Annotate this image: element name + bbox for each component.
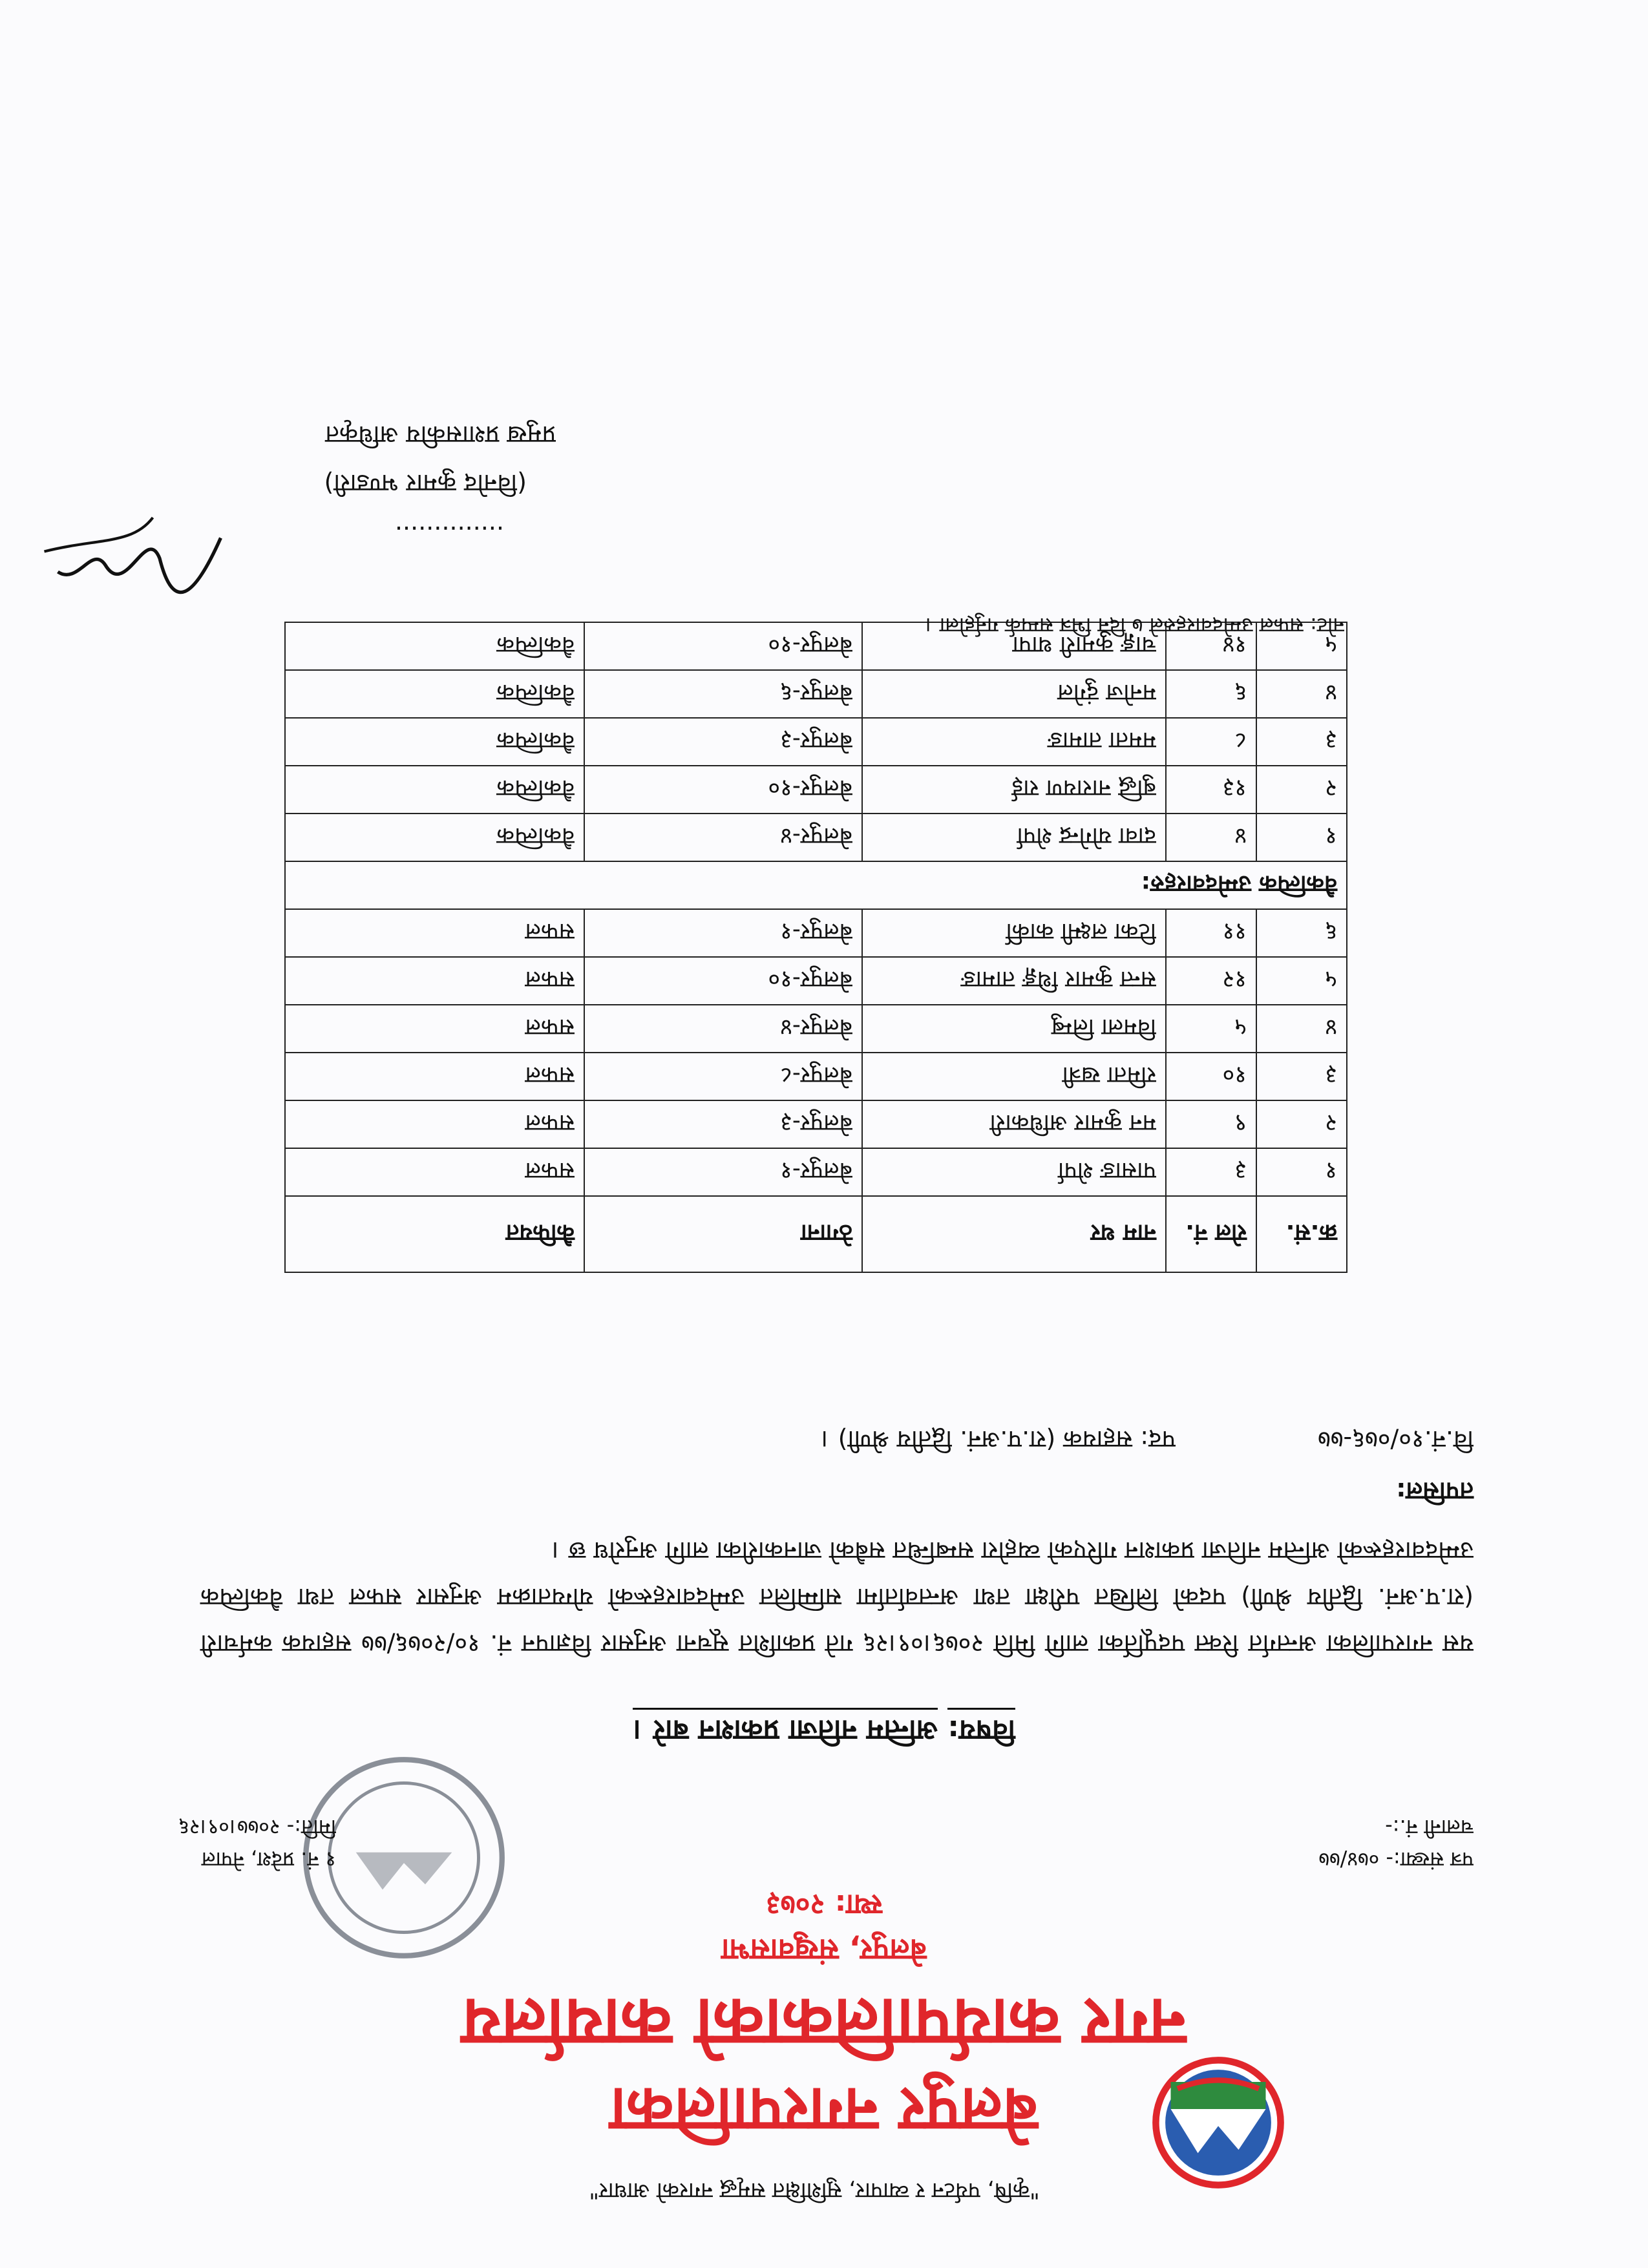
details-label: तपसिल: (1396, 1477, 1474, 1506)
roll-cell: ५ (1166, 1005, 1256, 1053)
roll-cell: ६ (1166, 670, 1256, 718)
roll-cell: १२ (1166, 957, 1256, 1005)
table-row (285, 909, 1347, 957)
table-row (285, 1005, 1347, 1053)
remarks-cell: वैकल्पिक (285, 718, 584, 766)
remarks-cell: सफल (285, 957, 584, 1005)
serial-cell: ४ (1256, 670, 1347, 718)
serial-cell: ६ (1256, 909, 1347, 957)
signatory-title: प्रमुख प्रशासकीय अधिकृत (325, 421, 556, 449)
office-address: बेलपुर, संखुवासभा (721, 1933, 927, 1968)
address-cell: बेलपुर-६ (584, 670, 862, 718)
name-cell: टिका लक्ष्मी कार्की (862, 909, 1166, 957)
advertisement-number: वि.नं.१०/०७६-७७ (1317, 1425, 1474, 1454)
col-serial: क्र.सं. (1256, 1196, 1347, 1272)
serial-cell: ३ (1256, 718, 1347, 766)
table-row (285, 957, 1347, 1005)
subject-text: अन्तिम नतिजा प्रकाशन बारे । (633, 1708, 938, 1747)
note: नोट: सफल उम्मेदवारहरुले ७ दिन भित्र सम्पर्क गर्नुहोला । (925, 613, 1344, 638)
province: १ नं. प्रदेश, नेपाल (201, 1847, 336, 1872)
col-roll: रोल नं. (1166, 1196, 1256, 1272)
remarks-cell: वैकल्पिक (285, 766, 584, 814)
signature-dots: .............. (394, 521, 504, 549)
roll-cell: १३ (1166, 766, 1256, 814)
col-remarks: कैफियत (285, 1196, 584, 1272)
name-cell: दावा योगेन्द्र शेर्पा (862, 814, 1166, 861)
address-cell: बेलपुर-३ (584, 1100, 862, 1148)
signatory-name: (विनोद कुमार भण्डारी) (324, 469, 527, 498)
address-cell: बेलपुर-१० (584, 622, 862, 670)
dispatch-number: चलानी नं.:- (1385, 1815, 1474, 1840)
post-name: पद: सहायक (रा.प.अनं. द्वितीय श्रेणी) । (821, 1425, 1176, 1454)
address-cell: बेलपुर-८ (584, 1053, 862, 1100)
serial-cell: २ (1256, 766, 1347, 814)
body-paragraph: यस नगरपालिका अन्तर्गत रिक्त पदपूर्तिका लागि मिति २०७६।०९।२६ गते प्रकाशित सूचना अनुसार विज्ञापन नं. १०/२०७६/७७ सहायक कर्मचारी (रा.प.अनं. द्वितीय श्रेणी) पदको लिखित परीक्षा तथा अन्तर्वार्तामा सम्मिलित उम्मेदवारहरूको योग्यताक्रम अनुसार सफल तथा वैकल्पिक उम्मेदवारहरूको अन्तिम नतिजा प्रकाशन गरिएको व्यहोरा सम्बन्धित सबैको जानकारीका लागि अनुरोध छ । (200, 1537, 1474, 1658)
table-row (285, 1053, 1347, 1100)
remarks-cell: सफल (285, 1100, 584, 1148)
remarks-cell: सफल (285, 1148, 584, 1196)
table-row (285, 766, 1347, 814)
serial-cell: २ (1256, 1100, 1347, 1148)
roll-cell: १० (1166, 1053, 1256, 1100)
remarks-cell: वैकल्पिक (285, 814, 584, 861)
passed-rows (285, 909, 1347, 1196)
table-header-row (285, 1196, 1347, 1272)
motto: "कृषि, पर्यटन र व्यापार, सुशिक्षित समृद्ध नगरको आधार" (589, 2178, 1040, 2203)
col-name: नाम थर (862, 1196, 1166, 1272)
remarks-cell: सफल (285, 909, 584, 957)
roll-cell: ९ (1166, 1100, 1256, 1148)
name-cell: ममता तामाङ (862, 718, 1166, 766)
result-table (284, 622, 1347, 1273)
letter-body (200, 1416, 1474, 1667)
serial-cell: ३ (1256, 1053, 1347, 1100)
serial-cell: ४ (1256, 1005, 1347, 1053)
subject-line (0, 1712, 1648, 1751)
serial-cell: ५ (1256, 622, 1347, 670)
alternate-rows (285, 622, 1347, 861)
letter-date: मिति:- २०७७।०९।२६ (178, 1815, 336, 1840)
table-row (285, 1148, 1347, 1196)
name-cell: चाङ्ग कुमारी थापा (862, 622, 1166, 670)
roll-cell: ३ (1166, 1148, 1256, 1196)
established-year: स्था: २०७३ (765, 1888, 883, 1921)
table-row (285, 1100, 1347, 1148)
subject-label: विषय: (947, 1708, 1015, 1747)
handwritten-signature-icon (26, 504, 239, 640)
address-cell: बेलपुर-१ (584, 909, 862, 957)
roll-cell: ४ (1166, 814, 1256, 861)
name-cell: विमला लिम्बु (862, 1005, 1166, 1053)
address-cell: बेलपुर-१० (584, 766, 862, 814)
name-cell: मनोज दुंगेल (862, 670, 1166, 718)
letter-number: पत्र संख्या:- ०७४/७७ (1318, 1847, 1474, 1872)
serial-cell: १ (1256, 814, 1347, 861)
address-cell: बेलपुर-१ (584, 1148, 862, 1196)
address-cell: बेलपुर-४ (584, 1005, 862, 1053)
alternate-label: वैकल्पिक उम्मेदवारहरु: (285, 861, 1347, 909)
office-name: नगर कार्यपालिकाको कार्यालय (461, 1984, 1187, 2063)
roll-cell: १४ (1166, 622, 1256, 670)
address-cell: बेलपुर-४ (584, 814, 862, 861)
remarks-cell: वैकल्पिक (285, 670, 584, 718)
name-cell: बुद्धि नारायण राई (862, 766, 1166, 814)
table-row (285, 718, 1347, 766)
alternate-section-row (285, 861, 1347, 909)
organization-name: बेलपुर नगरपालिका (610, 2074, 1038, 2147)
remarks-cell: सफल (285, 1053, 584, 1100)
serial-cell: ५ (1256, 957, 1347, 1005)
name-cell: मन कुमार अधिकारी (862, 1100, 1166, 1148)
table-row (285, 670, 1347, 718)
name-cell: सन्त कुमार थिङ्ग तामाङ (862, 957, 1166, 1005)
table-row (285, 814, 1347, 861)
address-cell: बेलपुर-१० (584, 957, 862, 1005)
name-cell: पासाङ शेर्पा (862, 1148, 1166, 1196)
roll-cell: ८ (1166, 718, 1256, 766)
address-cell: बेलपुर-३ (584, 718, 862, 766)
roll-cell: ११ (1166, 909, 1256, 957)
remarks-cell: वैकल्पिक (285, 622, 584, 670)
name-cell: रमिता खत्री (862, 1053, 1166, 1100)
serial-cell: १ (1256, 1148, 1347, 1196)
col-address: ठेगाना (584, 1196, 862, 1272)
remarks-cell: सफल (285, 1005, 584, 1053)
